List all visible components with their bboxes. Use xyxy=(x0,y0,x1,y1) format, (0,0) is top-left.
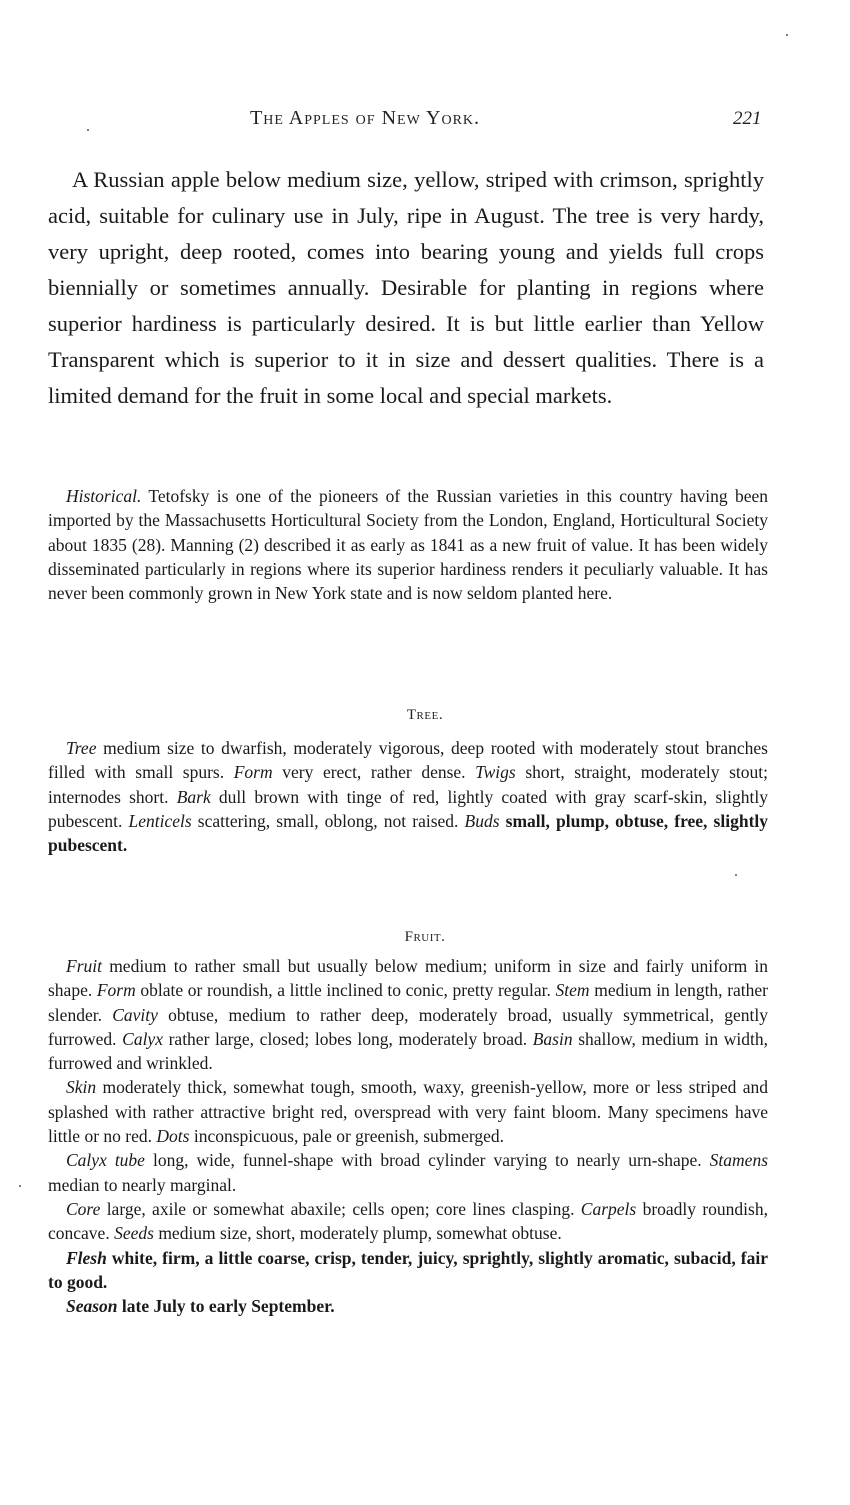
desc-stem: medium in length, rather slender. xyxy=(48,980,768,1025)
fruit-section xyxy=(48,954,768,1318)
page-number: 221 xyxy=(733,108,762,129)
term-calyx: Calyx xyxy=(122,1028,163,1049)
term-stamens: Stamens xyxy=(709,1150,768,1171)
term-season: Season xyxy=(66,1296,118,1317)
desc-bark: dull brown with tinge of red, lightly coated with gray scarf-skin, slightly pubescent. xyxy=(48,786,768,831)
desc-basin: shallow, medium in width, furrowed and wrinkled. xyxy=(48,1028,768,1074)
term-buds: Buds xyxy=(464,810,500,831)
running-title: The Apples of New York. xyxy=(250,107,481,129)
fruit-paragraph-flesh xyxy=(48,1246,768,1295)
desc-fruit: medium to rather small but usually below medium; uniform in size and fairly uniform in shape. xyxy=(48,956,768,1001)
desc-seeds: medium size, short, moderately plump, somewhat obtuse. xyxy=(153,1223,562,1244)
margin-speck xyxy=(735,874,737,876)
term-bark: Bark xyxy=(176,786,211,807)
term-cavity: Cavity xyxy=(112,1004,158,1025)
term-flesh: Flesh xyxy=(66,1247,107,1268)
margin-speck xyxy=(87,129,89,131)
desc-core: large, axile or somewhat abaxile; cells open; core lines clasping. xyxy=(100,1198,581,1219)
tree-paragraph xyxy=(48,736,768,857)
desc-tree: medium size to dwarfish, moderately vigorous, deep rooted with moderately stout branches filled with small spurs. xyxy=(48,738,768,783)
desc-stamens: median to nearly marginal. xyxy=(48,1174,237,1195)
term-twigs: Twigs xyxy=(475,762,516,783)
fruit-paragraph-core xyxy=(48,1197,768,1246)
fruit-heading: Fruit. xyxy=(404,929,446,945)
fruit-paragraph-season xyxy=(48,1294,768,1318)
desc-flesh: white, firm, a little coarse, crisp, tender, juicy, sprightly, slightly aromatic, subacid, fair to good. xyxy=(48,1247,768,1292)
fruit-paragraph-calyx-tube xyxy=(48,1148,768,1197)
historical-paragraph xyxy=(48,484,768,605)
tree-section xyxy=(48,736,768,857)
term-seeds: Seeds xyxy=(114,1223,154,1244)
desc-calyx-tube: long, wide, funnel-shape with broad cylinder varying to nearly urn-shape. xyxy=(144,1150,710,1171)
desc-buds: small, plump, obtuse, free, slightly pubescent. xyxy=(48,810,769,856)
historical-text: Tetofsky is one of the pioneers of the Russian varieties in this country having been imported by the Massachusetts Horticultural Society from the London, England, Horticultural Society about 1835 (28). Manning (2) described it as early as 1841 as a new fruit of value. It has been widely disseminated particularly in regions where its superior hardiness renders it peculiarly valuable. It has never been commonly grown in New York state and is now seldom planted here. xyxy=(48,486,768,604)
margin-speck xyxy=(19,1185,21,1187)
fruit-paragraph-skin xyxy=(48,1075,768,1148)
lead-paragraph: A Russian apple below medium size, yellow, striped with crimson, sprightly acid, suitable for culinary use in July, ripe in August. The tree is very hardy, very upright, deep rooted, comes into bearing young and yields full crops biennially or sometimes annually. Desirable for planting in regions where superior hardiness is particularly desired. It is but little earlier than Yellow Transparent which is superior to it in size and dessert qualities. There is a limited demand for the fruit in some local and special markets. xyxy=(48,167,764,408)
historical-section xyxy=(48,484,768,605)
desc-form: very erect, rather dense. xyxy=(272,762,476,783)
desc-skin: moderately thick, somewhat tough, smooth, waxy, greenish-yellow, more or less striped and splashed with rather attractive bright red, overspread with very faint bloom. Many specimens have little or no red. xyxy=(48,1077,768,1147)
desc-carpels: broadly roundish, concave. xyxy=(48,1198,768,1244)
term-core: Core xyxy=(66,1198,101,1219)
term-lenticels: Lenticels xyxy=(128,810,192,831)
desc-cavity: obtuse, medium to rather deep, moderately broad, usually symmetrical, gently furrowed. xyxy=(48,1004,768,1049)
desc-calyx: rather large, closed; lobes long, moderately broad. xyxy=(162,1028,533,1049)
term-fruit: Fruit xyxy=(66,956,102,976)
desc-twigs: short, straight, moderately stout; internodes short. xyxy=(48,762,769,807)
term-dots: Dots xyxy=(156,1126,190,1147)
term-carpels: Carpels xyxy=(580,1198,637,1219)
term-calyx-tube: Calyx tube xyxy=(66,1150,145,1171)
historical-term: Historical. xyxy=(66,486,142,506)
term-skin: Skin xyxy=(66,1077,97,1098)
desc-lenticels: scattering, small, oblong, not raised. xyxy=(191,810,465,831)
margin-speck xyxy=(786,34,788,36)
term-stem: Stem xyxy=(555,980,590,1001)
desc-season: late July to early September. xyxy=(117,1296,335,1317)
running-header xyxy=(0,107,850,133)
desc-dots: inconspicuous, pale or greenish, submerged. xyxy=(189,1126,505,1147)
term-basin: Basin xyxy=(532,1028,573,1049)
tree-heading: Tree. xyxy=(406,707,444,723)
term-form: Form xyxy=(233,762,273,783)
term-form: Form xyxy=(96,980,136,1001)
desc-form: oblate or roundish, a little inclined to conic, pretty regular. xyxy=(135,980,556,1001)
term-tree: Tree xyxy=(66,738,97,758)
fruit-paragraph-shape xyxy=(48,954,768,1075)
